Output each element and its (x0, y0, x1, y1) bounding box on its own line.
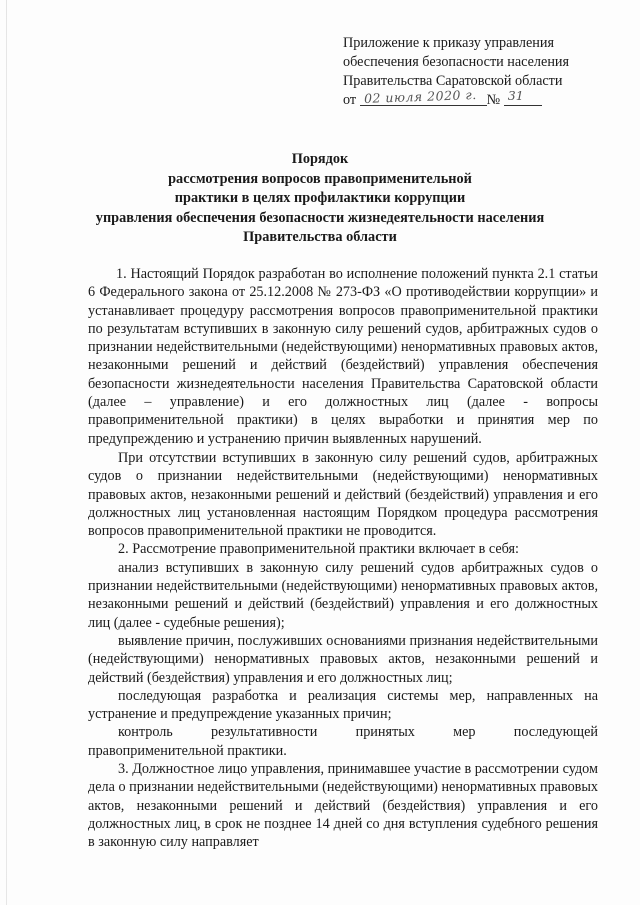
paragraph-2: При отсутствии вступивших в законную силу решений судов, арбитражных судов о признании недействительными (недействующими) ненормативных правовых актов, незаконными решений и действий (бездействий) управления и его должностных лиц установленная настоящим Порядком процедура рассмотрения вопросов правоприменительной практики не проводится. (88, 449, 598, 540)
scan-edge-divider (6, 0, 7, 905)
document-body (88, 265, 598, 852)
document-title (40, 150, 600, 248)
paragraph-6: последующая разработка и реализация системы мер, направленных на устранение и предупреждение указанных причин; (88, 687, 598, 723)
header-date-row (343, 87, 603, 110)
title-line-1: Порядок (291, 151, 349, 167)
paragraph-8: 3. Должностное лицо управления, принимавшее участие в рассмотрении судом дела о признании недействительными (недействующими) ненормативных правовых актов, незаконными решений и действий (бездействия) управления и его должностных лиц, в срок не позднее 14 дней со дня вступления судебного решения в законную силу направляет (88, 761, 598, 851)
title-line-2: рассмотрения вопросов правоприменительной (168, 170, 472, 187)
from-label: от (343, 92, 357, 108)
paragraph-3: 2. Рассмотрение правоприменительной практики включает в себя: (118, 541, 520, 558)
paragraph-4: анализ вступивших в законную силу решений судов арбитражных судов о признании недействительными (недействующими) ненормативных правовых актов, незаконными решений и действий (бездействий) управления и его должностных лиц (далее - судебные решения); (88, 559, 598, 631)
title-line-3: практики в целях профилактики коррупции (174, 190, 466, 206)
paragraph-1: 1. Настоящий Порядок разработан во исполнение положений пункта 2.1 статьи 6 Федерального закона от 25.12.2008 № 273-ФЗ «О противодействии коррупции» и устанавливает процедуру рассмотрения вопросов правоприменительной практики по результатам вступивших в законную силу решений судов, арбитражных судов о признании недействительными (недействующими) ненормативных правовых актов, незаконными решений и действий (бездействий) управления обеспечения безопасности жизнедеятельности населения Правительства Саратовской области (далее – управление) и его должностных лиц (далее - вопросы правоприменительной практики) в целях выработки и принятия мер по предупреждению и устранению причин выявленных нарушений. (88, 266, 598, 447)
number-label: № (486, 92, 501, 108)
number-line (504, 88, 542, 106)
title-line-5: Правительства области (243, 229, 397, 245)
handwritten-number: 31 (507, 88, 524, 103)
date-line (360, 87, 487, 106)
header-line-3: Правительства Саратовской области (343, 73, 563, 89)
appendix-header (343, 34, 603, 110)
title-line-4: управления обеспечения безопасности жизнедеятельности населения (95, 209, 545, 226)
header-line-2: обеспечения безопасности населения (343, 54, 570, 70)
header-line-1: Приложение к приказу управления (343, 35, 555, 51)
paragraph-7: контроль результативности принятых мер последующей правоприменительной практики. (88, 724, 598, 759)
handwritten-date: 02 июля 2020 г. (363, 87, 477, 106)
paragraph-5: выявление причин, послуживших основаниями признания недействительными (недействующими) ненормативных правовых актов, незаконными решений и действий (бездействия) управления и его должностных лиц; (88, 632, 598, 686)
